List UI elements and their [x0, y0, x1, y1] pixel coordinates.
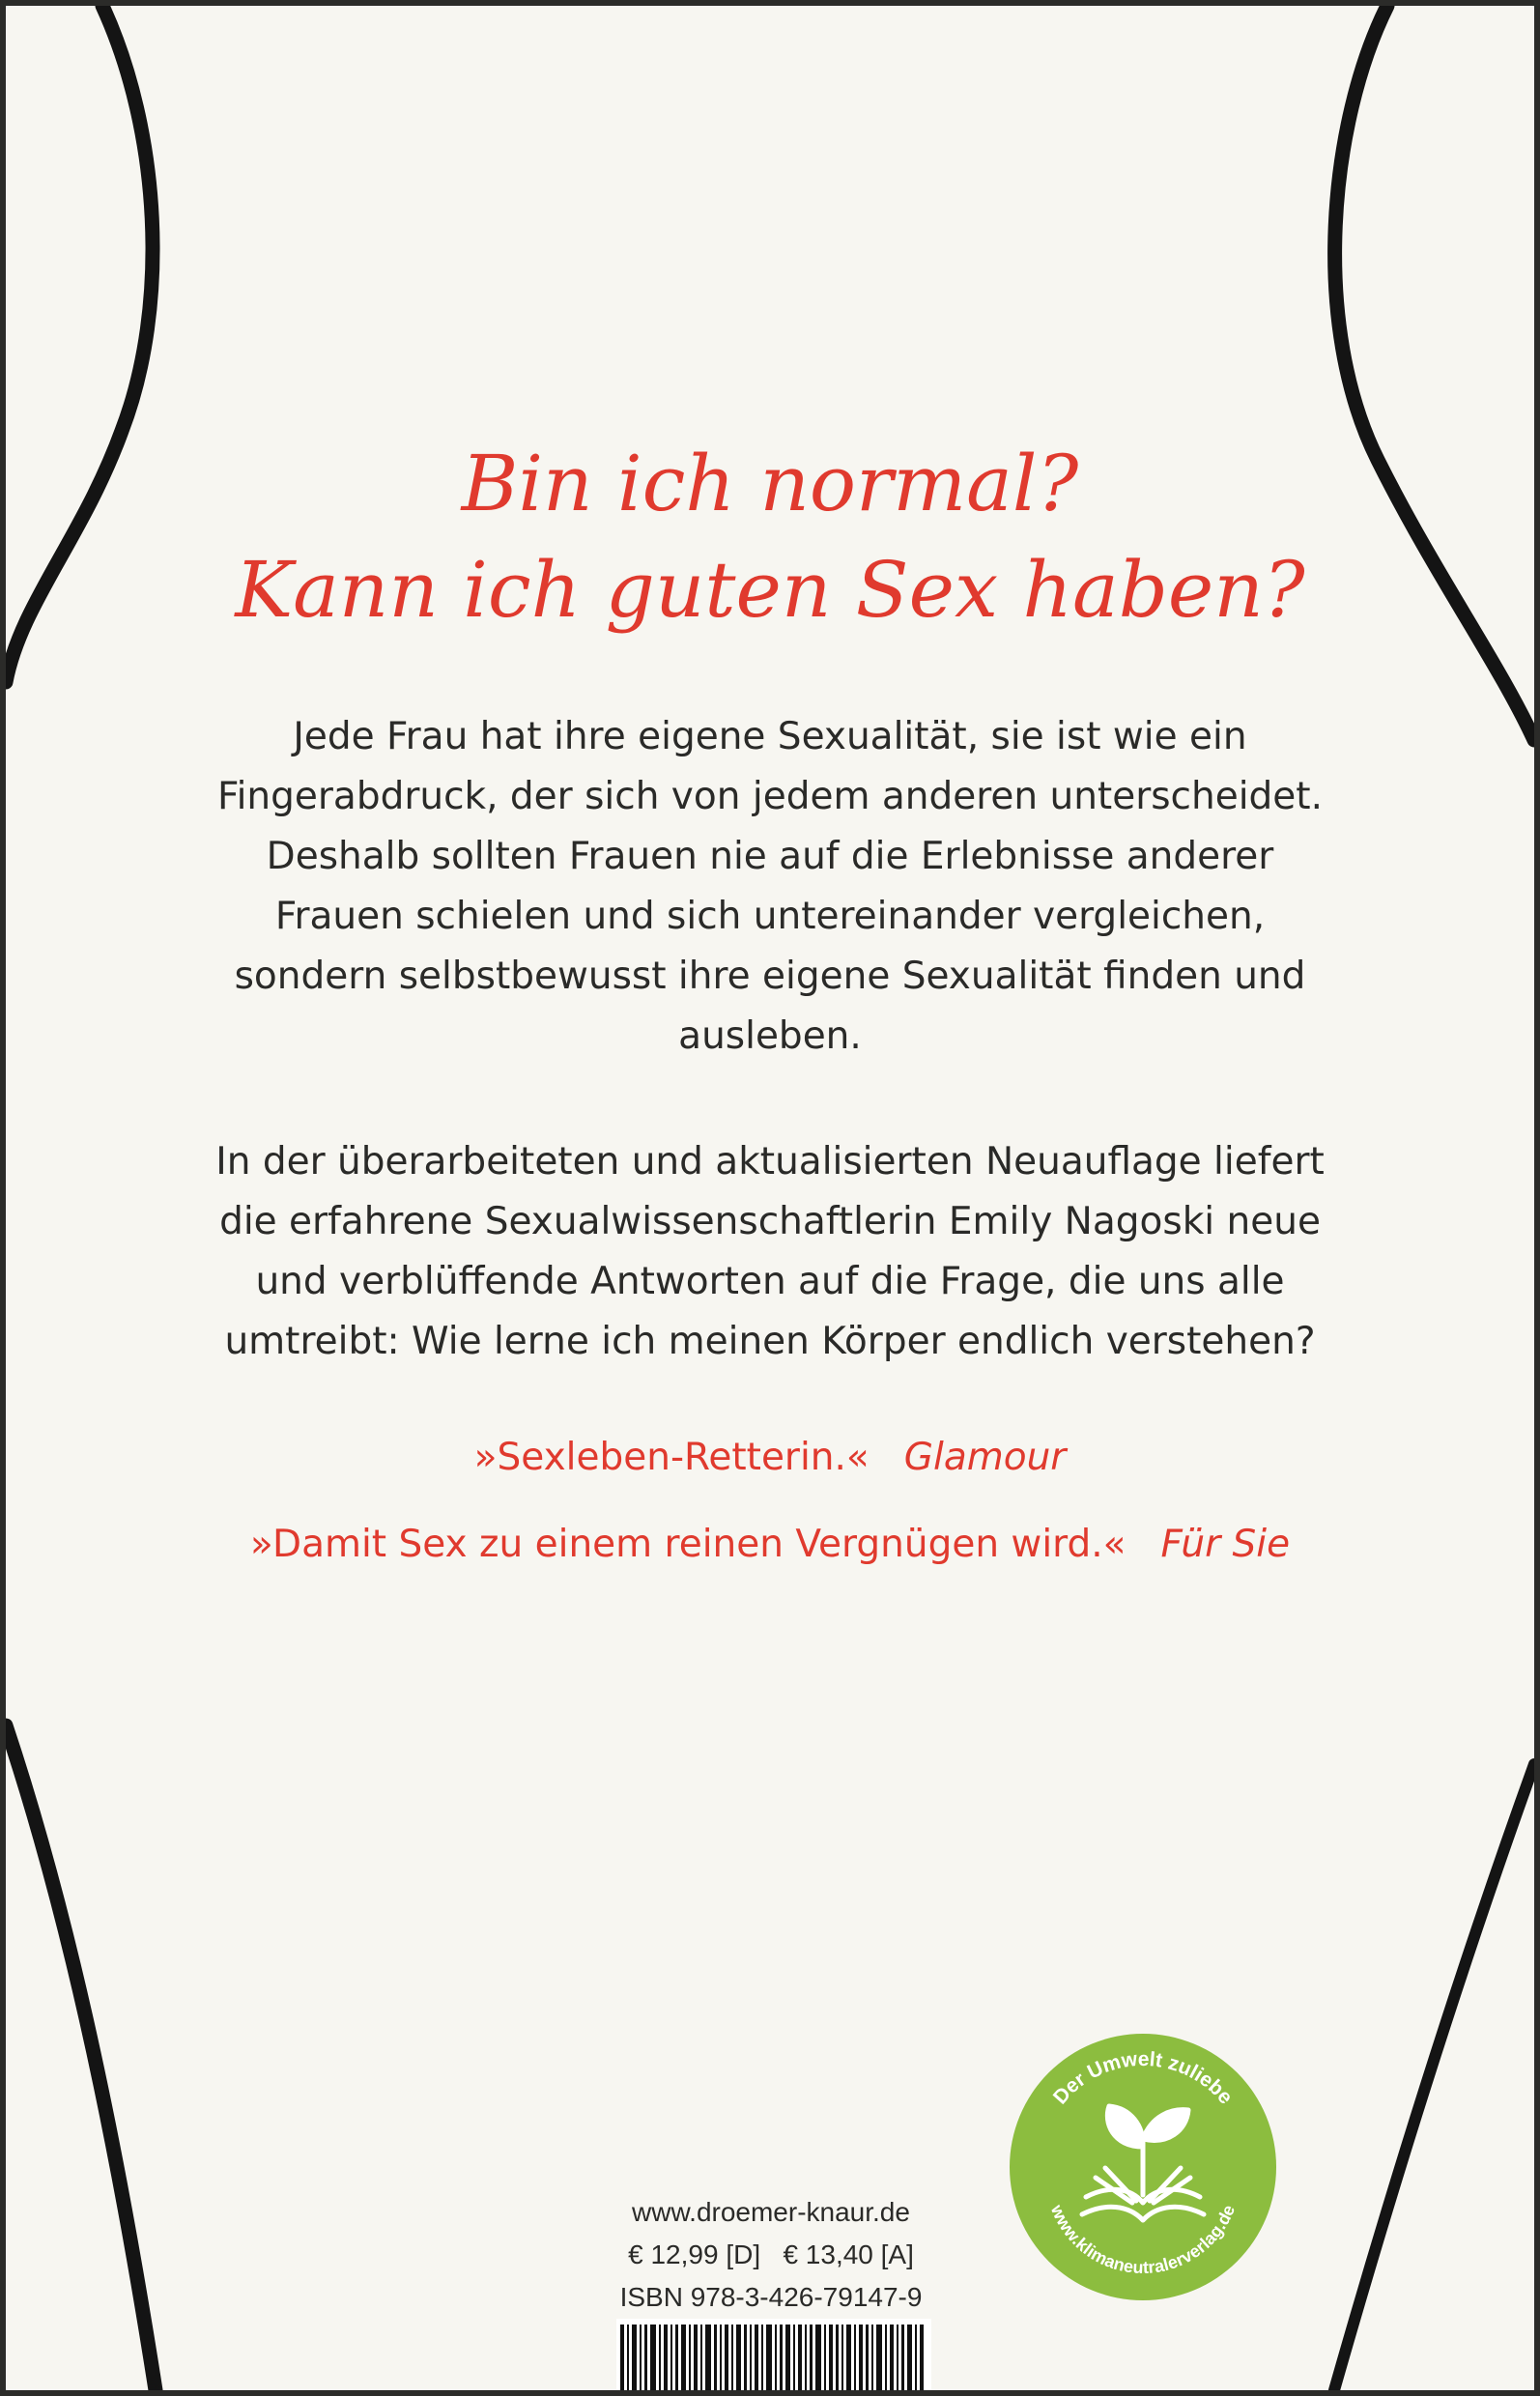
press-quote-2 [6, 1523, 1534, 1566]
text-line: Fingerabdruck, der sich von jedem anderen unterscheidet. [217, 775, 1323, 818]
badge-top-text: Der Umwelt zuliebe [1048, 2047, 1238, 2109]
description-paragraph-2 [151, 1132, 1389, 1372]
silhouette-lower-left-curve [6, 1726, 156, 2390]
text-line: Frauen schielen und sich untereinander vergleichen, [274, 895, 1266, 938]
quote-source: Glamour [903, 1436, 1067, 1479]
text-line: die erfahrene Sexualwissenschaftlerin Emily Nagoski neue [219, 1200, 1321, 1243]
isbn-line: ISBN 978-3-426-79147-9 [619, 2282, 923, 2312]
text-line: umtreibt: Wie lerne ich meinen Körper endlich verstehen? [224, 1320, 1316, 1363]
quote-text: »Sexleben-Retterin.« [473, 1436, 870, 1479]
quote-text: »Damit Sex zu einem reinen Vergnügen wird.« [249, 1523, 1126, 1566]
headline-line-2: Kann ich guten Sex haben? [235, 545, 1305, 635]
barcode-icon [616, 2319, 931, 2390]
headline-line-1: Bin ich normal? [461, 439, 1079, 528]
text-line: und verblüffende Antworten auf die Frage, die uns alle [255, 1260, 1285, 1303]
book-back-cover [6, 6, 1534, 2390]
text-line: In der überarbeiteten und aktualisierten Neuauflage liefert [215, 1140, 1325, 1184]
price-line: € 12,99 [D] € 13,40 [A] [628, 2239, 914, 2269]
text-line: Deshalb sollten Frauen nie auf die Erlebnisse anderer [266, 835, 1274, 878]
text-line: sondern selbstbewusst ihre eigene Sexualität finden und [234, 955, 1306, 998]
climate-neutral-badge [1007, 2031, 1279, 2303]
headline [6, 431, 1534, 643]
quote-source: Für Sie [1160, 1523, 1291, 1566]
text-line: Jede Frau hat ihre eigene Sexualität, sie ist wie ein [293, 715, 1247, 758]
publisher-website: www.droemer-knaur.de [632, 2197, 910, 2227]
description-paragraph-1 [151, 707, 1389, 1067]
silhouette-lower-right-curve [1334, 1764, 1534, 2390]
press-quote-1 [6, 1436, 1534, 1479]
badge-bottom-text: www.klimaneutralerverlag.de [1046, 2202, 1240, 2278]
text-line: ausleben. [678, 1014, 862, 1058]
publisher-info [607, 2191, 935, 2319]
